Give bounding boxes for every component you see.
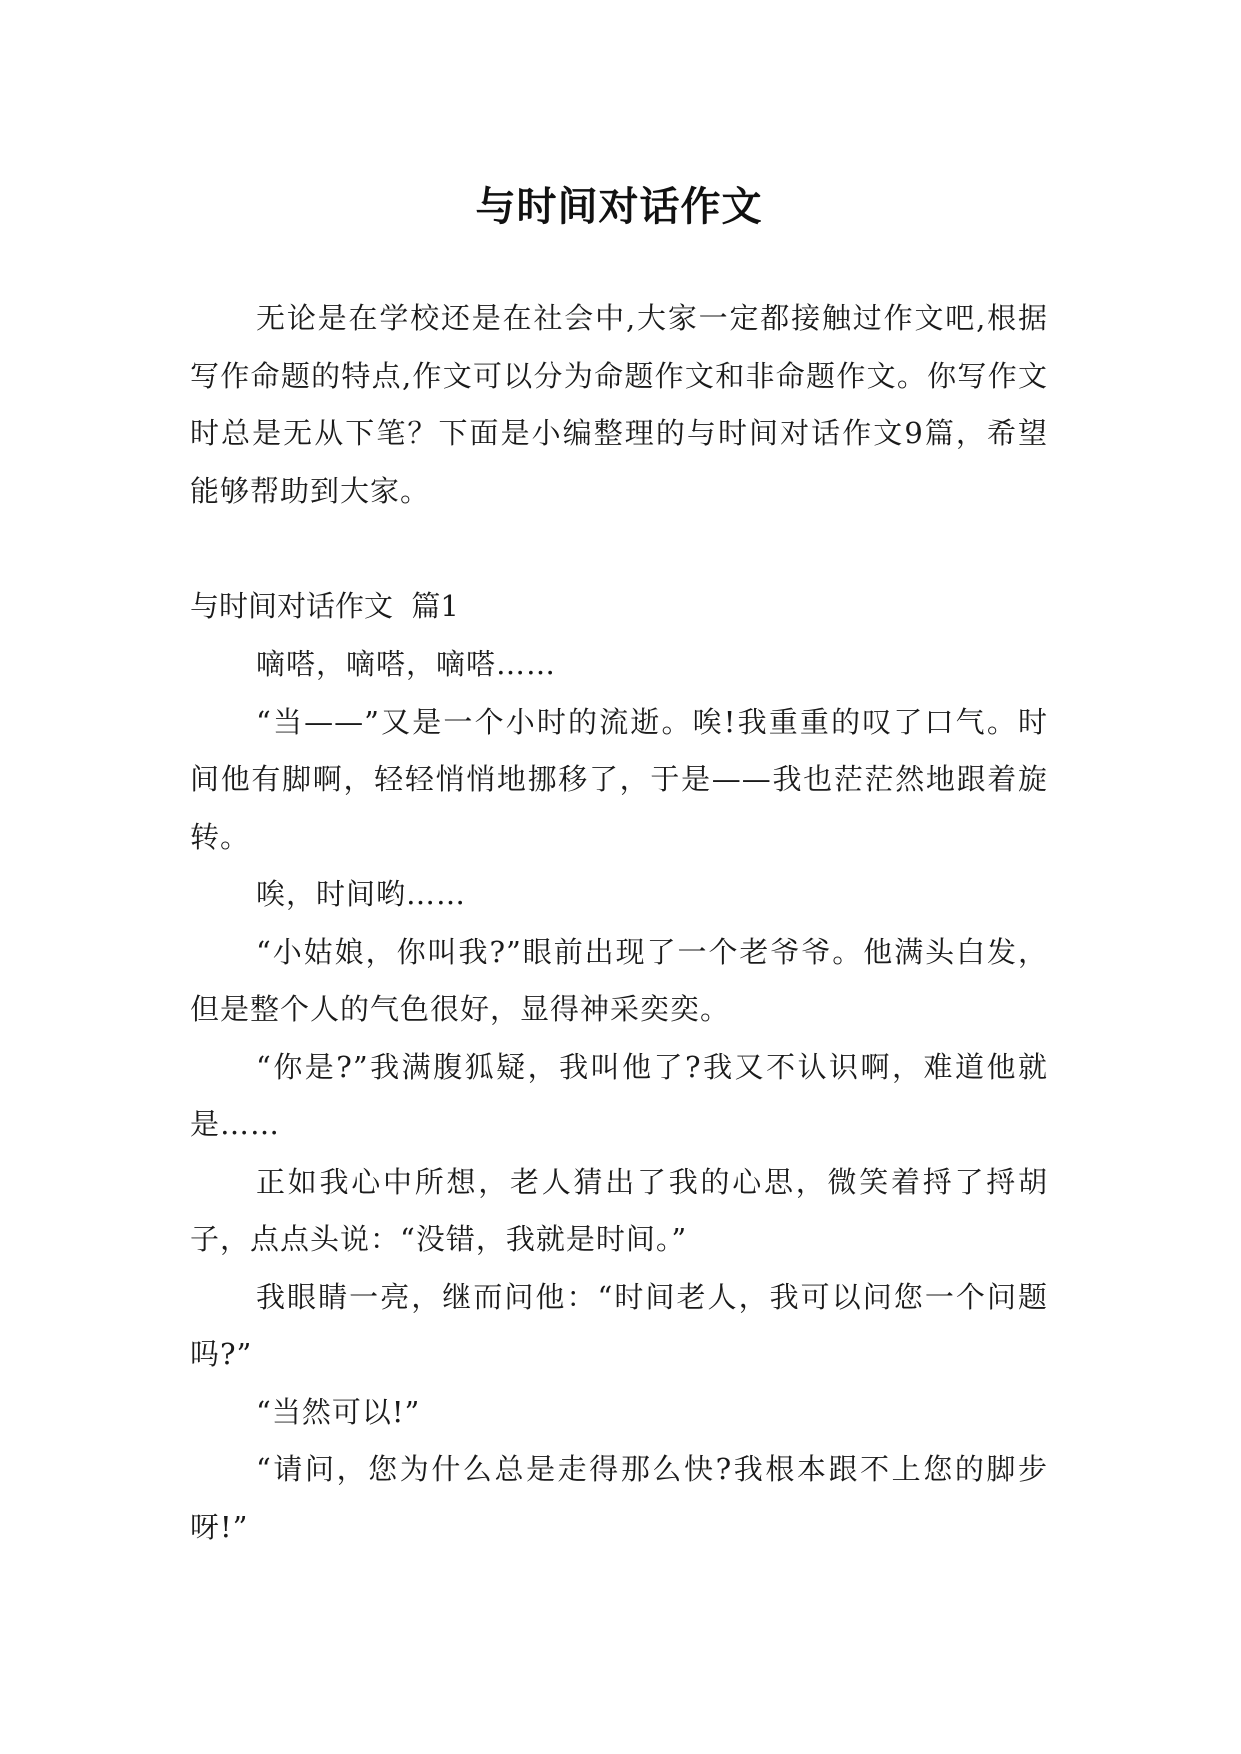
essay-paragraph: 嘀嗒，嘀嗒，嘀嗒…… (256, 647, 557, 681)
essay-body (190, 636, 1048, 1556)
essay-paragraph: “小姑娘，你叫我?”眼前出现了一个老爷爷。他满头白发，但是整个人的气色很好，显得神采奕奕。 (190, 934, 1048, 1026)
essay-paragraph: “你是?”我满腹狐疑，我叫他了?我又不认识啊，难道他就是…… (190, 1049, 1048, 1141)
essay-paragraph: “当——”又是一个小时的流逝。唉!我重重的叹了口气。时间他有脚啊，轻轻悄悄地挪移了，于是——我也茫茫然地跟着旋转。 (190, 704, 1048, 854)
intro-paragraph: 无论是在学校还是在社会中,大家一定都接触过作文吧,根据写作命题的特点,作文可以分为命题作文和非命题作文。你写作文时总是无从下笔？下面是小编整理的与时间对话作文9篇，希望能够帮助到大家。 (190, 301, 1048, 508)
section-heading: 与时间对话作文 篇1 (190, 589, 459, 623)
essay-paragraph: 我眼睛一亮，继而问他：“时间老人，我可以问您一个问题吗?” (190, 1279, 1048, 1371)
essay-paragraph: 正如我心中所想，老人猜出了我的心思，微笑着捋了捋胡子，点点头说：“没错，我就是时间。” (190, 1164, 1048, 1256)
essay-paragraph: “请问，您为什么总是走得那么快?我根本跟不上您的脚步呀!” (190, 1452, 1048, 1544)
essay-paragraph: “当然可以!” (256, 1394, 421, 1429)
document-title: 与时间对话作文 (475, 183, 763, 230)
essay-paragraph: 唉，时间哟…… (256, 877, 467, 911)
